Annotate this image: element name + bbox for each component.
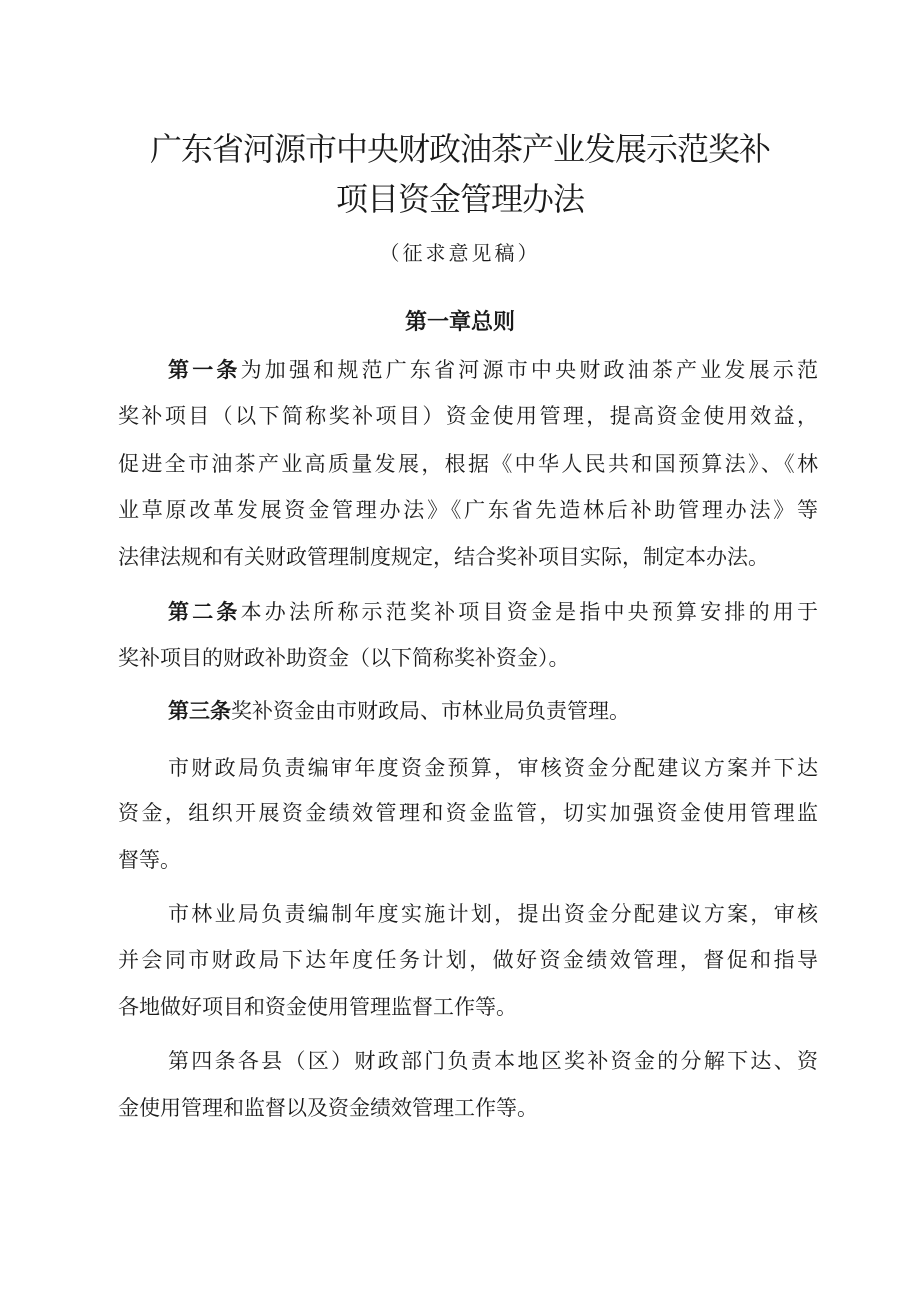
- article-2-text: 本办法所称示范奖补项目资金是指中央预算安排的用于: [240, 600, 818, 624]
- article-1-label: 第一条: [168, 358, 241, 382]
- article-3-text: 奖补资金由市财政局、市林业局负责管理。: [231, 699, 630, 723]
- article-2-label: 第二条: [168, 600, 241, 624]
- article-3-label: 第三条: [168, 699, 231, 723]
- finance-para-line-1: 市财政局负责编审年度资金预算，审核资金分配建议方案并下达: [168, 756, 818, 780]
- article-1-line-4: 业草原改革发展资金管理办法》《广东省先造林后补助管理办法》等: [118, 498, 818, 522]
- article-2-line-2: 奖补项目的财政补助资金（以下简称奖补资金）。: [118, 646, 570, 670]
- article-1-line-1: [168, 355, 818, 385]
- forestry-para-line-3: 各地做好项目和资金使用管理监督工作等。: [118, 995, 517, 1019]
- article-4-line-1: 第四条各县（区）财政部门负责本地区奖补资金的分解下达、资: [168, 1049, 818, 1073]
- document-title-line-2: 项目资金管理办法: [335, 180, 584, 218]
- document-subtitle: （征求意见稿）: [379, 241, 541, 265]
- article-1-line-2: 奖补项目（以下简称奖补项目）资金使用管理，提高资金使用效益，: [118, 404, 818, 428]
- article-1-line-3: 促进全市油茶产业高质量发展，根据《中华人民共和国预算法》、《林: [118, 452, 818, 476]
- article-1-line-5: 法律法规和有关财政管理制度规定，结合奖补项目实际，制定本办法。: [118, 545, 769, 569]
- finance-para-line-2: 资金，组织开展资金绩效管理和资金监管，切实加强资金使用管理监: [118, 801, 818, 825]
- article-1-text: 为加强和规范广东省河源市中央财政油茶产业发展示范: [240, 358, 818, 382]
- forestry-para-line-1: 市林业局负责编制年度实施计划，提出资金分配建议方案，审核: [168, 902, 818, 926]
- document-title-line-1: 广东省河源市中央财政油茶产业发展示范奖补: [149, 130, 770, 168]
- forestry-para-line-2: 并会同市财政局下达年度任务计划，做好资金绩效管理，督促和指导: [118, 948, 818, 972]
- article-4-line-2: 金使用管理和监督以及资金绩效管理工作等。: [118, 1096, 538, 1120]
- chapter-heading: 第一章总则: [404, 310, 515, 335]
- finance-para-line-3: 督等。: [118, 848, 181, 872]
- article-3-line-1: [168, 696, 818, 726]
- article-2-line-1: [168, 597, 818, 627]
